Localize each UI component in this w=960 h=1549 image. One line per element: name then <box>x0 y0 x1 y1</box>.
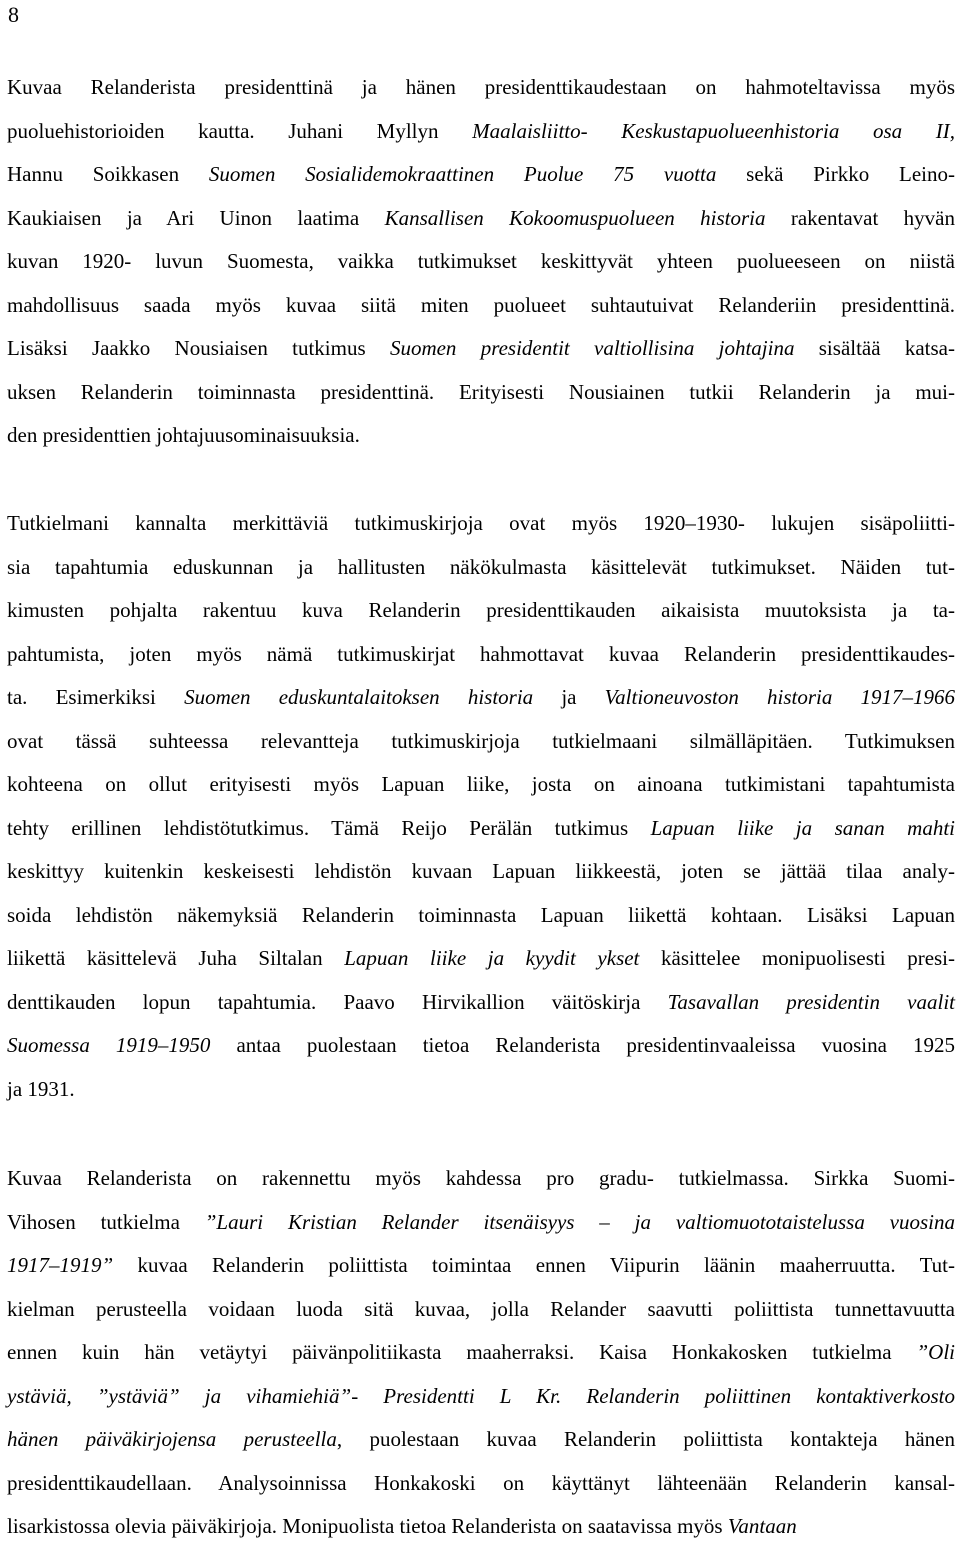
italic-title-text: Kansallisen Kokoomuspuolueen historia <box>384 205 766 230</box>
body-text: den presidenttien johtajuusominaisuuksia. <box>7 423 360 447</box>
italic-title-text: Suomen eduskuntalaitoksen historia <box>184 685 534 709</box>
body-text: kuvan 1920- luvun Suomesta, vaikka tutkimukset keskittyvät yhteen puolueeseen on niistä <box>7 249 955 273</box>
text-line <box>7 676 955 720</box>
italic-title-text: Suomen presidentit valtiollisina johtajina <box>389 336 795 360</box>
body-text: ja <box>533 685 605 709</box>
italic-title-text: ystäviä, ”ystäviä” ja vihamiehiä”- Presidentti L Kr. Relanderin poliittinen kontaktiverkosto <box>7 1383 955 1408</box>
body-text: kohteena on ollut erityisesti myös Lapuan liike, josta on ainoana tutkimistani tapahtumista <box>7 772 955 796</box>
body-text: Hannu Soikkasen <box>7 162 209 186</box>
italic-title-text: Suomen Sosialidemokraattinen Puolue 75 vuotta <box>208 162 717 186</box>
text-line <box>7 763 955 807</box>
text-line <box>7 197 955 241</box>
body-text: Kaukiaisen ja Ari Uinon laatima <box>7 205 385 230</box>
body-text: Kuvaa Relanderista on rakennettu myös kahdessa pro gradu- tutkielmassa. Sirkka Suomi- <box>7 1166 955 1190</box>
text-line <box>7 1331 955 1375</box>
page-number: 8 <box>8 2 19 27</box>
italic-title-text: 1917–1919” <box>7 1253 114 1277</box>
text-line <box>7 981 955 1025</box>
text-line <box>7 807 955 851</box>
text-line <box>7 327 955 371</box>
body-text: uksen Relanderin toiminnasta presidenttinä. Erityisesti Nousiainen tutkii Relanderin ja mui- <box>7 379 955 404</box>
body-text: ovat tässä suhteessa relevantteja tutkimuskirjoja tutkielmaani silmälläpitäen. Tutkimuksen <box>7 728 955 753</box>
body-text: antaa puolestaan tietoa Relanderista presidentinvaaleissa vuosina 1925 <box>210 1033 955 1057</box>
text-line <box>7 110 955 154</box>
text-line <box>7 1244 955 1288</box>
text-line <box>7 633 955 677</box>
text-line <box>7 850 955 894</box>
paragraph-3 <box>7 1157 955 1549</box>
body-text: pahtumista, joten myös nämä tutkimuskirjat hahmottavat kuvaa Relanderin presidenttikaudes- <box>7 641 955 666</box>
body-text: Vihosen tutkielma <box>7 1209 205 1234</box>
body-text: liikettä käsittelevä Juha Siltalan <box>7 946 345 970</box>
body-text: lisarkistossa olevia päiväkirjoja. Monipuolista tietoa Relanderista on saatavissa myös <box>7 1514 728 1538</box>
body-text: Kuvaa Relanderista presidenttinä ja hänen presidenttikaudestaan on hahmoteltavissa myös <box>7 75 955 99</box>
text-line <box>7 589 955 633</box>
text-line <box>7 66 955 110</box>
body-text: ja 1931. <box>7 1076 75 1101</box>
body-text: mahdollisuus saada myös kuvaa siitä miten puolueet suhtautuivat Relanderiin presidenttinä. <box>7 292 955 317</box>
body-text: kuvaa Relanderin poliittista toimintaa ennen Viipurin läänin maaherruutta. Tut- <box>113 1253 955 1277</box>
text-line <box>7 1418 955 1462</box>
text-line <box>7 1201 955 1245</box>
body-text: sia tapahtumia eduskunnan ja hallitusten näkökulmasta käsittelevät tutkimukset. Näiden tut- <box>7 554 955 579</box>
body-text: keskittyy kuitenkin keskeisesti lehdistön kuvaan Lapuan liikkeestä, joten se jättää tilaa analy- <box>7 859 955 883</box>
body-text: , puolestaan kuvaa Relanderin poliittista kontakteja hänen <box>336 1427 955 1451</box>
text-line <box>7 1024 955 1068</box>
text-line <box>7 1068 955 1112</box>
text-line <box>7 1375 955 1419</box>
text-line <box>7 1157 955 1201</box>
body-text: kielman perusteella voidaan luoda sitä kuvaa, jolla Relander saavutti poliittista tunnettavuutta <box>7 1296 955 1321</box>
body-text: sisältää katsa- <box>794 336 955 360</box>
text-line <box>7 1288 955 1332</box>
text-line <box>7 894 955 938</box>
italic-title-text: Vantaan <box>727 1514 797 1538</box>
body-text: denttikauden lopun tapahtumia. Paavo Hirvikallion väitöskirja <box>7 989 668 1014</box>
body-text: rakentavat hyvän <box>765 205 955 230</box>
body-text: kimusten pohjalta rakentuu kuva Relanderin presidenttikauden aikaisista muutoksista ja ta- <box>7 598 955 622</box>
italic-title-text: hänen päiväkirjojensa perusteella <box>7 1427 337 1451</box>
italic-title-text: Tasavallan presidentin vaalit <box>667 989 955 1014</box>
paragraph-1 <box>7 66 955 458</box>
body-text: tehty erillinen lehdistötutkimus. Tämä Reijo Perälän tutkimus <box>7 815 651 840</box>
italic-title-text: Suomessa 1919–1950 <box>7 1033 211 1057</box>
body-text: soida lehdistön näkemyksiä Relanderin toiminnasta Lapuan liikettä kohtaan. Lisäksi Lapuan <box>7 902 955 927</box>
text-line <box>7 153 955 197</box>
paragraph-2 <box>7 502 955 1111</box>
body-text: ta. Esimerkiksi <box>7 685 185 709</box>
italic-title-text: ”Oli <box>916 1340 955 1364</box>
italic-title-text: ”Lauri Kristian Relander itsenäisyys – ja valtiomuototaistelussa vuosina <box>204 1209 956 1234</box>
italic-title-text: Lapuan liike ja sanan mahti <box>650 815 956 840</box>
italic-title-text: Maalaisliitto- Keskustapuolueenhistoria osa II, <box>472 118 955 143</box>
italic-title-text: Lapuan liike ja kyydit ykset <box>344 946 640 970</box>
text-line <box>7 720 955 764</box>
text-line <box>7 371 955 415</box>
text-line <box>7 502 955 546</box>
text-line <box>7 240 955 284</box>
italic-title-text: Valtioneuvoston historia 1917–1966 <box>604 685 955 709</box>
text-line <box>7 414 955 458</box>
body-text: puoluehistorioiden kautta. Juhani Myllyn <box>7 118 473 143</box>
body-text: sekä Pirkko Leino- <box>716 162 955 186</box>
text-line <box>7 1505 955 1549</box>
body-text: ennen kuin hän vetäytyi päivänpolitiikasta maaherraksi. Kaisa Honkakosken tutkielma <box>7 1340 917 1364</box>
text-line <box>7 1462 955 1506</box>
body-text: Lisäksi Jaakko Nousiaisen tutkimus <box>7 336 390 360</box>
body-text: Tutkielmani kannalta merkittäviä tutkimuskirjoja ovat myös 1920–1930- lukujen sisäpoliitti- <box>7 511 955 535</box>
text-line <box>7 546 955 590</box>
body-text: käsittelee monipuolisesti presi- <box>639 946 956 970</box>
body-text: presidenttikaudellaan. Analysoinnissa Honkakoski on käyttänyt lähteenään Relanderin kansal- <box>7 1470 955 1495</box>
text-line <box>7 284 955 328</box>
text-line <box>7 937 955 981</box>
